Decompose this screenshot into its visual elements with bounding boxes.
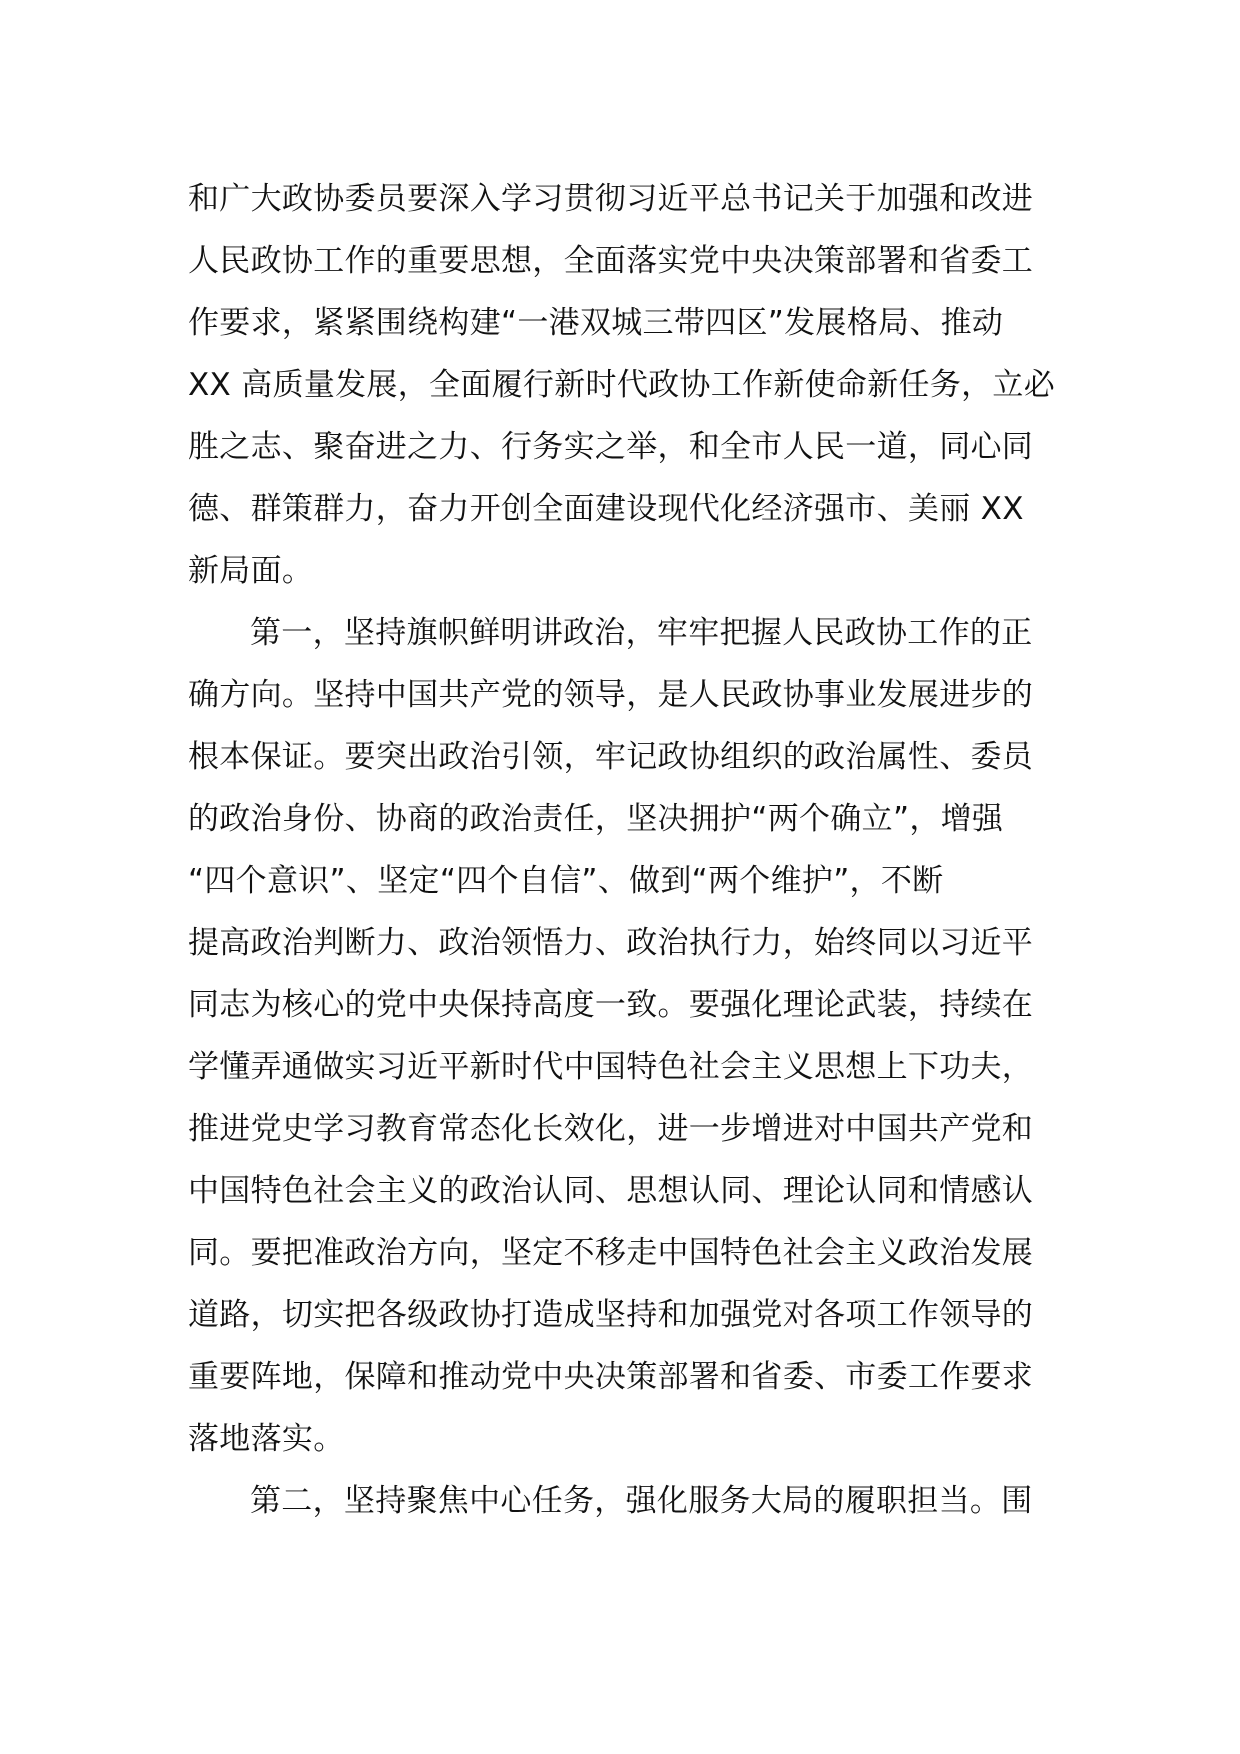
text-line: 的政治身份、协商的政治责任，坚决拥护“两个确立”，增强 bbox=[188, 801, 1004, 837]
text-line: 和广大政协委员要深入学习贯彻习近平总书记关于加强和改进 bbox=[188, 181, 1034, 217]
text-line: 根本保证。要突出政治引领，牢记政协组织的政治属性、委员 bbox=[188, 739, 1034, 775]
text-line: 道路，切实把各级政协打造成坚持和加强党对各项工作领导的 bbox=[188, 1297, 1034, 1333]
text-line: 学懂弄通做实习近平新时代中国特色社会主义思想上下功夫， bbox=[188, 1049, 1034, 1085]
text-line: “四个意识”、坚定“四个自信”、做到“两个维护”，不断 bbox=[188, 863, 944, 899]
text-line: 胜之志、聚奋进之力、行务实之举，和全市人民一道，同心同 bbox=[188, 429, 1034, 465]
text-line: 落地落实。 bbox=[188, 1421, 345, 1457]
text-line: 人民政协工作的重要思想，全面落实党中央决策部署和省委工 bbox=[188, 243, 1034, 279]
paragraph-first-line: 第一，坚持旗帜鲜明讲政治，牢牢把握人民政协工作的正 bbox=[250, 615, 1033, 651]
paragraph-first-line: 第二，坚持聚焦中心任务，强化服务大局的履职担当。围 bbox=[250, 1483, 1033, 1519]
text-line: XX 高质量发展，全面履行新时代政协工作新使命新任务，立必 bbox=[188, 367, 1056, 403]
text-line: 重要阵地，保障和推动党中央决策部署和省委、市委工作要求 bbox=[188, 1359, 1034, 1395]
text-line: 同。要把准政治方向，坚定不移走中国特色社会主义政治发展 bbox=[188, 1235, 1034, 1271]
text-line: 确方向。坚持中国共产党的领导，是人民政协事业发展进步的 bbox=[188, 677, 1034, 713]
text-line: 同志为核心的党中央保持高度一致。要强化理论武装，持续在 bbox=[188, 987, 1034, 1023]
text-line: 德、群策群力，奋力开创全面建设现代化经济强市、美丽 XX bbox=[188, 491, 1024, 527]
text-line: 推进党史学习教育常态化长效化，进一步增进对中国共产党和 bbox=[188, 1111, 1034, 1147]
text-line: 新局面。 bbox=[188, 553, 314, 589]
text-line: 作要求，紧紧围绕构建“一港双城三带四区”发展格局、推动 bbox=[188, 305, 1004, 341]
text-line: 中国特色社会主义的政治认同、思想认同、理论认同和情感认 bbox=[188, 1173, 1034, 1209]
text-line: 提高政治判断力、政治领悟力、政治执行力，始终同以习近平 bbox=[188, 925, 1034, 961]
